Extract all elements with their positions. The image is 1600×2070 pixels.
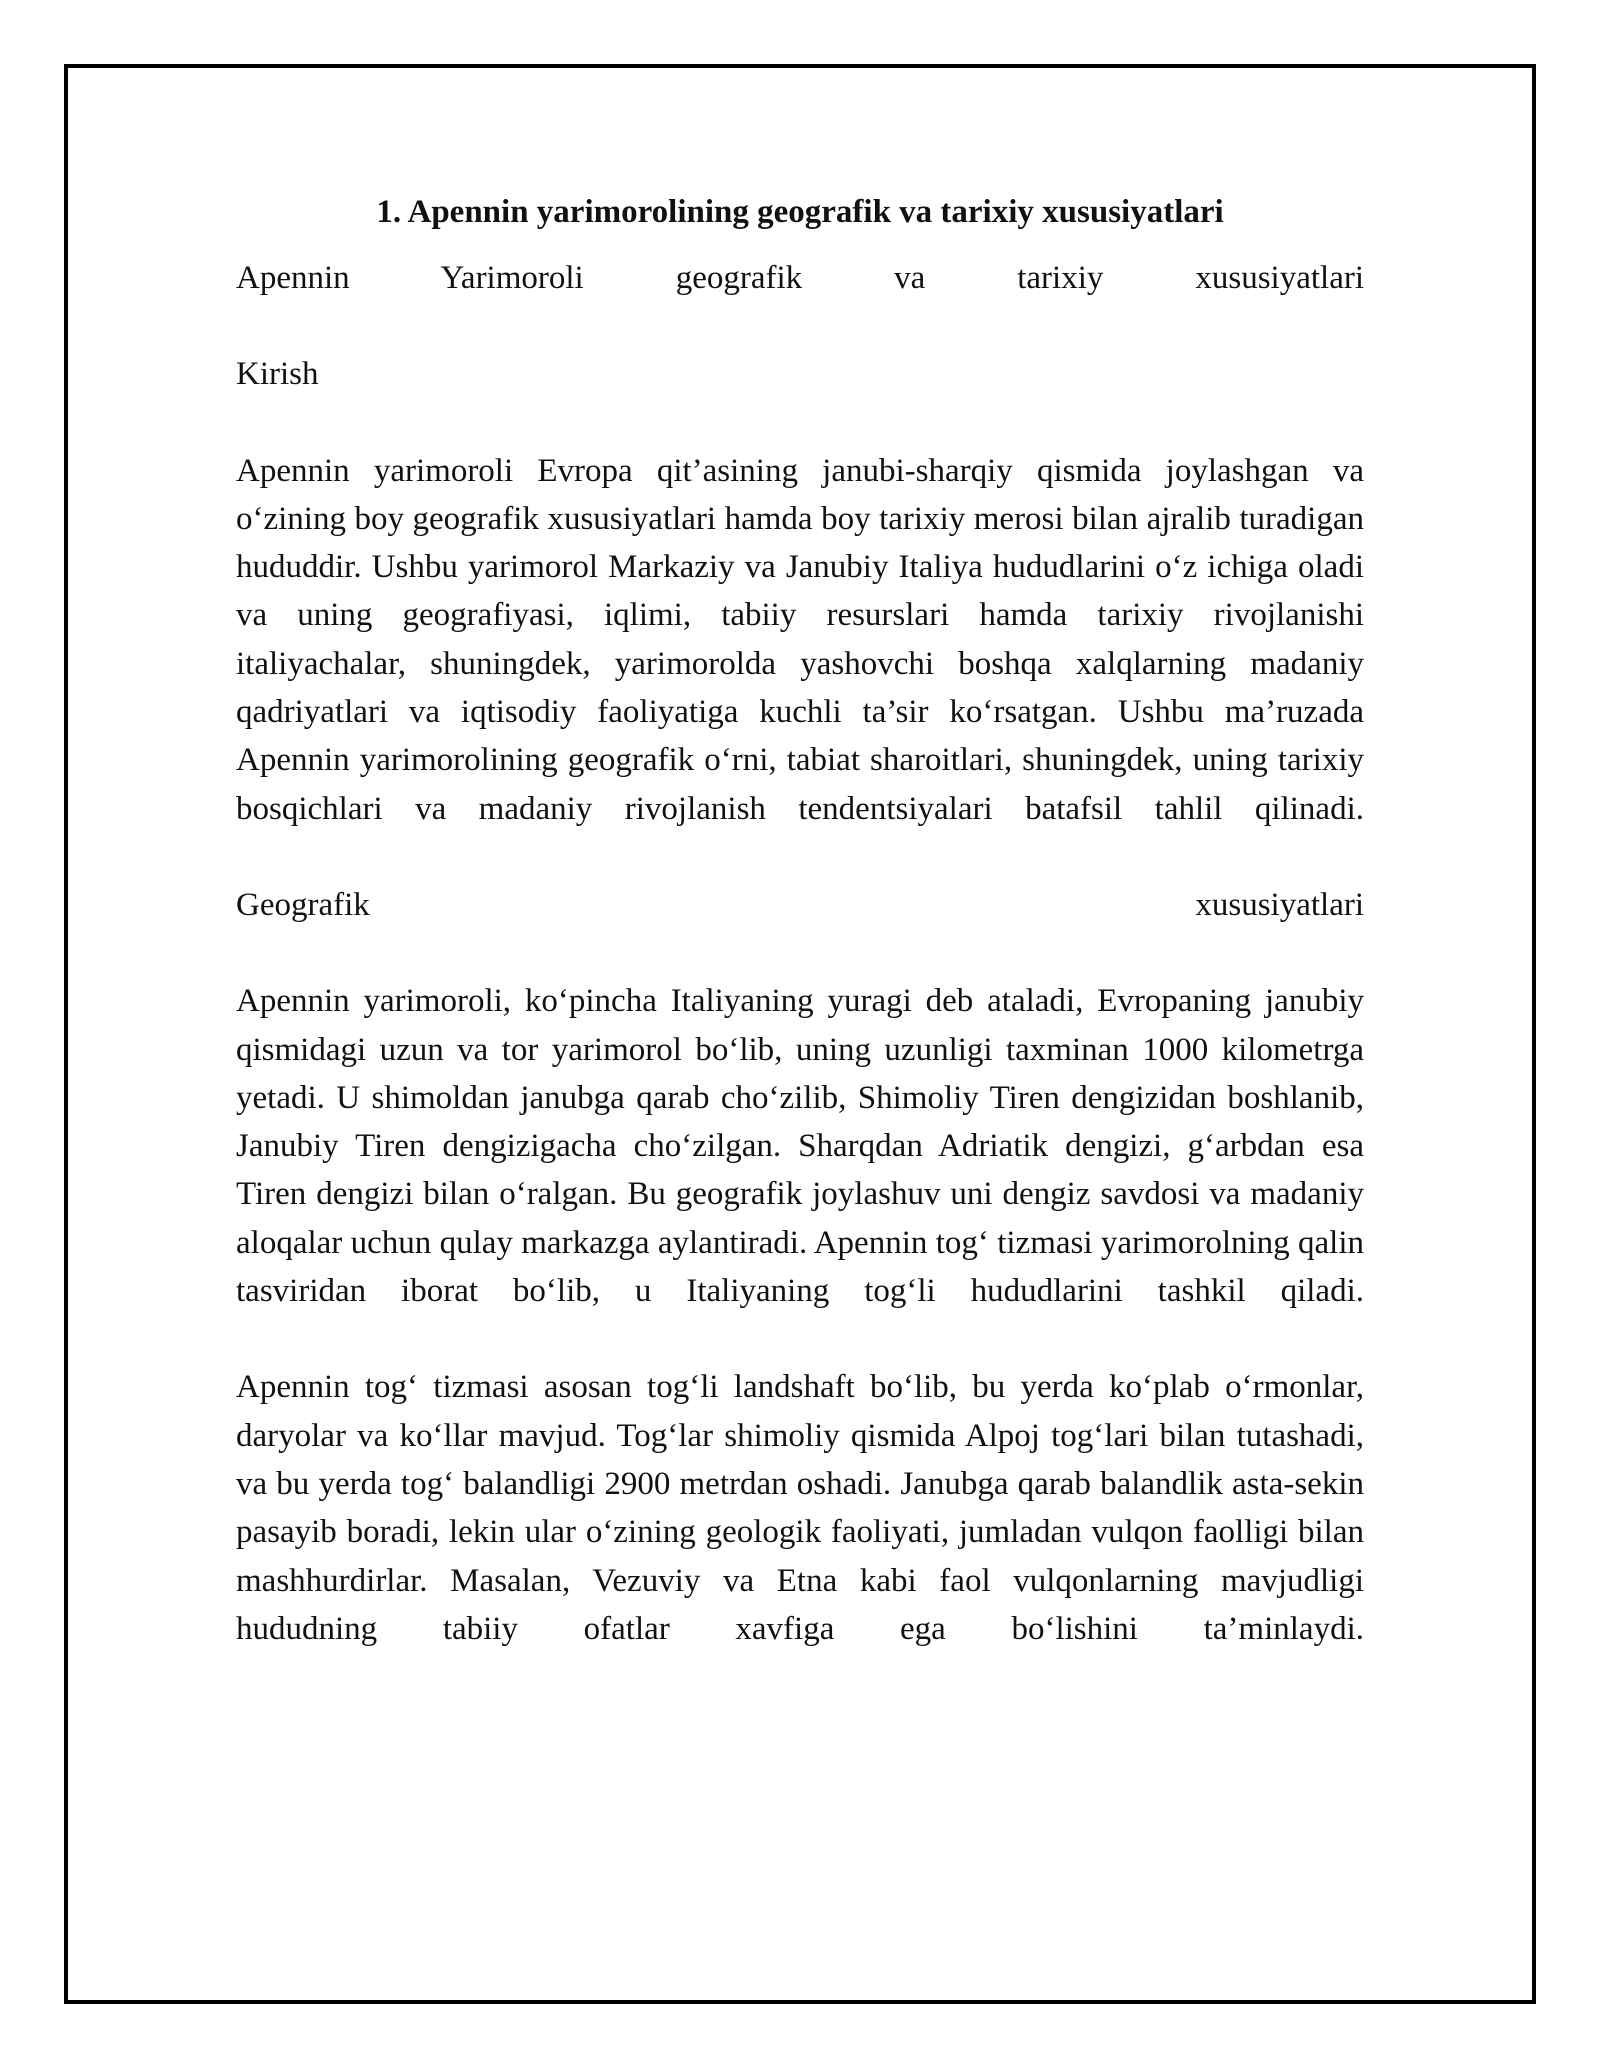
paragraph-introduction: Apennin yarimoroli Evropa qit’asining janubi-sharqiy qismida joylashgan va o‘zining boy geografik xususiyatlari hamda boy tarixiy merosi bilan ajralib turadigan hududdir. Ushbu yarimorol Markaziy va Janubiy Italiya hududlarini o‘z ichiga oladi va uning geografiyasi, iqlimi, tabiiy resurslari hamda tarixiy rivojlanishi italiyachalar, shuningdek, yarimorolda yashovchi boshqa xalqlarning madaniy qadriyatlari va iqtisodiy faoliyatiga kuchli ta’sir ko‘rsatgan. Ushbu ma’ruzada Apennin yarimorolining geografik o‘rni, tabiat sharoitlari, shuningdek, uning tarixiy bosqichlari va madaniy rivojlanish tendentsiyalari batafsil tahlil qilinadi. [236, 452, 1364, 827]
paragraph-geography-1: Apennin yarimoroli, ko‘pincha Italiyaning yuragi deb ataladi, Evropaning janubiy qismidagi uzun va tor yarimorol bo‘lib, uning uzunligi taxminan 1000 kilometrga yetadi. U shimoldan janubga qarab cho‘zilib, Shimoliy Tiren dengizidan boshlanib, Janubiy Tiren dengizigacha cho‘zilgan. Sharqdan Adriatik dengizi, g‘arbdan esa Tiren dengizi bilan o‘ralgan. Bu geografik joylashuv uni dengiz savdosi va madaniy aloqalar uchun qulay markazga aylantiradi. Apennin tog‘ tizmasi yarimorolning qalin tasviridan iborat bo‘lib, u Italiyaning tog‘li hududlarini tashkil qiladi. [236, 983, 1364, 1310]
section-heading-geography: Geografik xususiyatlari [236, 886, 1364, 923]
section-heading-introduction: Kirish [236, 356, 319, 393]
paragraph-geography-2: Apennin tog‘ tizmasi asosan tog‘li landshaft bo‘lib, bu yerda ko‘plab o‘rmonlar, daryolar va ko‘llar mavjud. Tog‘lar shimoliy qismida Alpoj tog‘lari bilan tutashadi, va bu yerda tog‘ balandligi 2900 metrdan oshadi. Janubga qarab balandlik asta-sekin pasayib boradi, lekin ular o‘zining geologik faoliyati, jumladan vulqon faolligi bilan mashhurdirlar. Masalan, Vezuviy va Etna kabi faol vulqonlarning mavjudligi hududning tabiiy ofatlar xavfiga ega bo‘lishini ta’minlaydi. [236, 1369, 1364, 1647]
document-body [236, 186, 1364, 1653]
document-title: 1. Apennin yarimorolining geografik va tarixiy xususiyatlari [376, 194, 1224, 230]
document-subtitle: Apennin Yarimoroli geografik va tarixiy xususiyatlari [236, 260, 1364, 296]
